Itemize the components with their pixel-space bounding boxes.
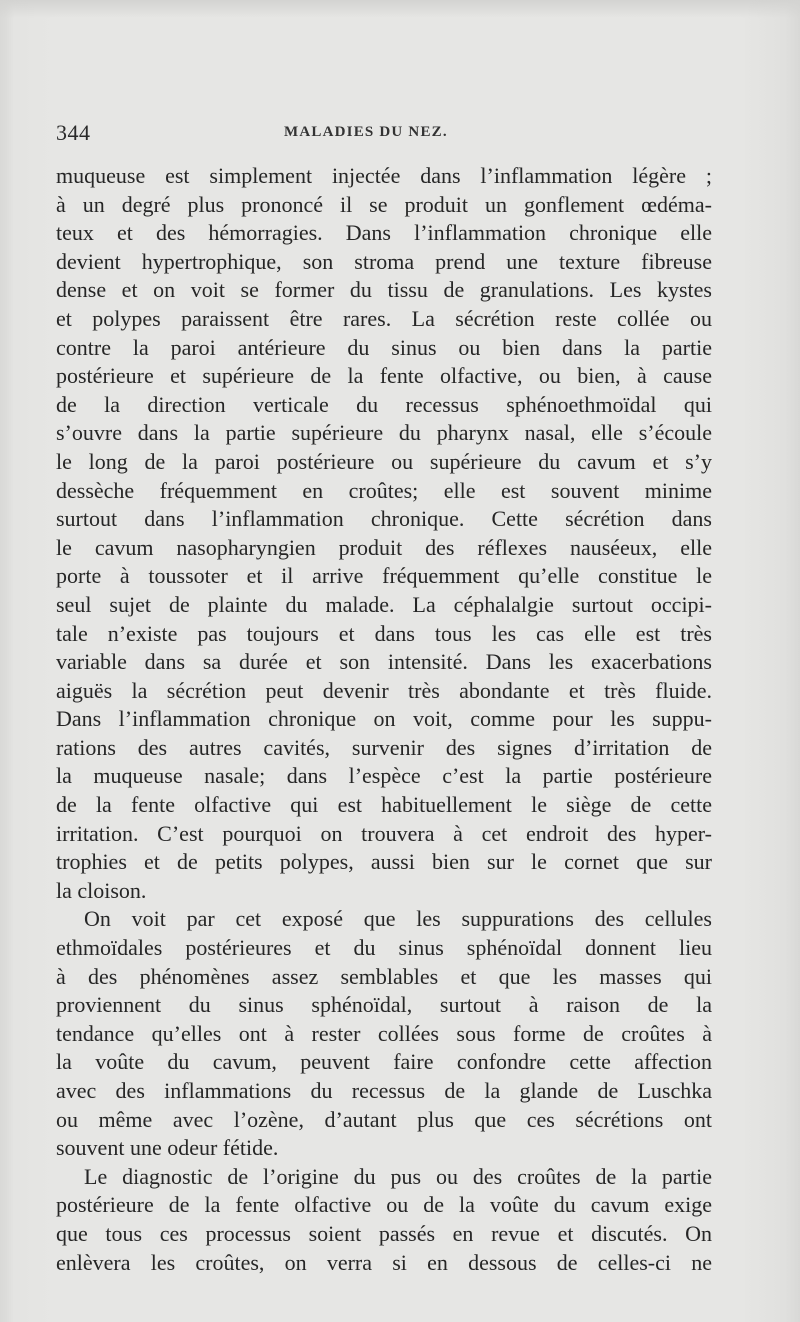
text-line: irritation. C’est pourquoi on trouvera à cet endroit des hyper- [56,820,712,846]
page-header [56,120,716,150]
text-line: tendance qu’elles ont à rester collées sous forme de croûtes à [56,1020,712,1046]
body-text [56,162,712,1277]
text-line: à un degré plus prononcé il se produit un gonflement œdéma- [56,191,712,217]
text-line: porte à toussoter et il arrive fréquemment qu’elle constitue le [56,563,712,589]
text-line: ou même avec l’ozène, d’autant plus que ces sécrétions ont [56,1106,712,1132]
text-line: rations des autres cavités, survenir des signes d’irritation de [56,734,712,760]
page-edge-shadow [0,0,800,18]
text-line: postérieure et supérieure de la fente olfactive, ou bien, à cause [56,363,712,389]
text-line: postérieure de la fente olfactive ou de la voûte du cavum exige [56,1192,712,1218]
text-line: ethmoïdales postérieures et du sinus sphénoïdal donnent lieu [56,935,712,961]
text-line: variable dans sa durée et son intensité. Dans les exacerbations [56,649,712,675]
text-line: Le diagnostic de l’origine du pus ou des croûtes de la partie [84,1163,712,1189]
text-line: Dans l’inflammation chronique on voit, comme pour les suppu- [56,706,712,732]
paragraph [56,1163,712,1277]
text-line: à des phénomènes assez semblables et que les masses qui [56,963,712,989]
text-line: s’ouvre dans la partie supérieure du pharynx nasal, elle s’écoule [56,420,712,446]
text-line: la cloison. [56,877,147,903]
paragraph [56,905,712,1162]
text-line: contre la paroi antérieure du sinus ou bien dans la partie [56,334,712,360]
text-line: avec des inflammations du recessus de la glande de Luschka [56,1078,712,1103]
text-line: et polypes paraissent être rares. La sécrétion reste collée ou [56,305,712,331]
text-line: souvent une odeur fétide. [56,1135,279,1161]
text-line: de la direction verticale du recessus sphénoethmoïdal qui [56,391,712,417]
text-line: enlèvera les croûtes, on verra si en dessous de celles-ci ne [56,1249,712,1275]
page-number: 344 [56,120,91,145]
text-line: teux et des hémorragies. Dans l’inflammation chronique elle [56,220,712,246]
text-line: seul sujet de plainte du malade. La céphalalgie surtout occipi- [56,591,712,617]
text-line: tale n’existe pas toujours et dans tous les cas elle est très [56,620,712,646]
text-line: proviennent du sinus sphénoïdal, surtout à raison de la [56,992,712,1018]
text-line: devient hypertrophique, son stroma prend une texture fibreuse [56,248,712,274]
text-line: muqueuse est simplement injectée dans l’inflammation légère ; [56,163,712,188]
text-line: surtout dans l’inflammation chronique. Cette sécrétion dans [56,506,712,532]
paragraph [56,162,712,905]
text-line: de la fente olfactive qui est habituellement le siège de cette [56,792,712,818]
text-line: le long de la paroi postérieure ou supérieure du cavum et s’y [56,448,712,474]
running-head: MALADIES DU NEZ. [284,124,448,140]
text-line: le cavum nasopharyngien produit des réflexes nauséeux, elle [56,534,712,560]
text-line: que tous ces processus soient passés en revue et discutés. On [56,1220,712,1246]
text-line: aiguës la sécrétion peut devenir très abondante et très fluide. [56,677,712,703]
text-line: dessèche fréquemment en croûtes; elle est souvent minime [56,477,712,503]
text-line: trophies et de petits polypes, aussi bien sur le cornet que sur [56,849,712,875]
text-line: dense et on voit se former du tissu de granulations. Les kystes [56,277,712,303]
text-line: la muqueuse nasale; dans l’espèce c’est la partie postérieure [56,763,712,789]
text-line: la voûte du cavum, peuvent faire confondre cette affection [56,1049,712,1075]
text-line: On voit par cet exposé que les suppurations des cellules [84,906,712,932]
